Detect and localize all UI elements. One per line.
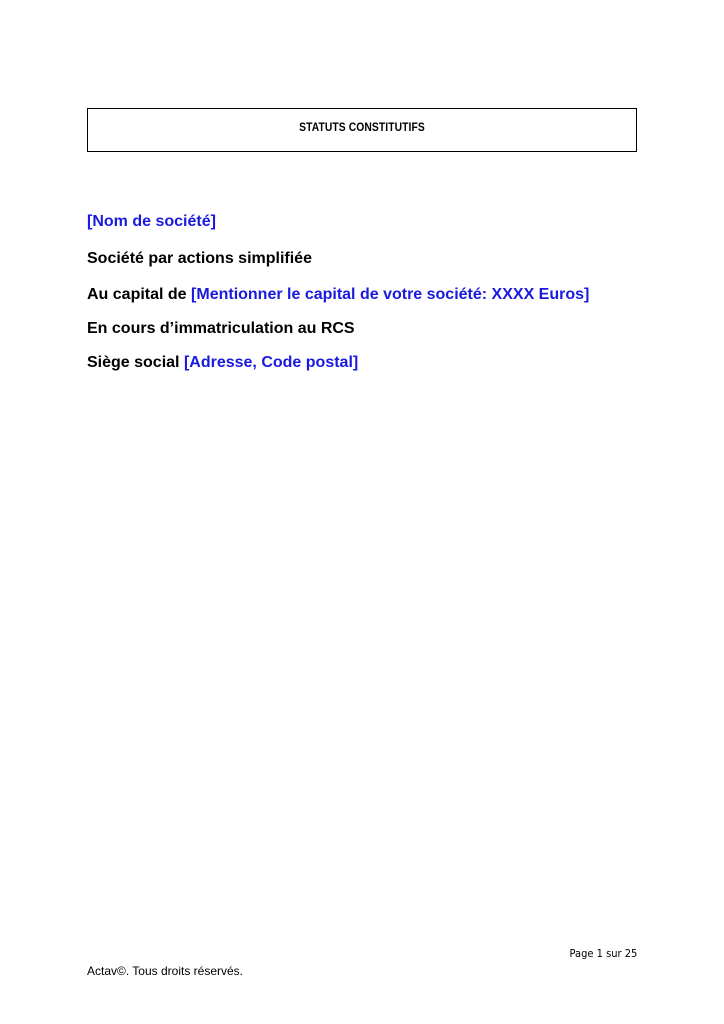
page-indicator: Page 1 sur 25 bbox=[569, 947, 637, 960]
legal-form-line: Société par actions simplifiée bbox=[87, 250, 312, 267]
company-name-placeholder: [Nom de société] bbox=[87, 213, 216, 230]
registration-line: En cours d’immatriculation au RCS bbox=[87, 320, 355, 337]
registered-office-label: Siège social bbox=[87, 354, 180, 371]
document-title-box bbox=[87, 108, 637, 152]
company-name-line bbox=[87, 212, 216, 232]
document-title: STATUTS CONSTITUTIFS bbox=[299, 120, 425, 134]
registered-office-placeholder: [Adresse, Code postal] bbox=[183, 354, 359, 371]
capital-line bbox=[87, 285, 589, 305]
registered-office-line bbox=[87, 353, 358, 373]
copyright-footer: Actav©. Tous droits réservés. bbox=[87, 964, 244, 978]
capital-placeholder: [Mentionner le capital de votre société: XXXX Euros] bbox=[191, 286, 590, 303]
capital-label: Au capital de bbox=[87, 286, 187, 303]
